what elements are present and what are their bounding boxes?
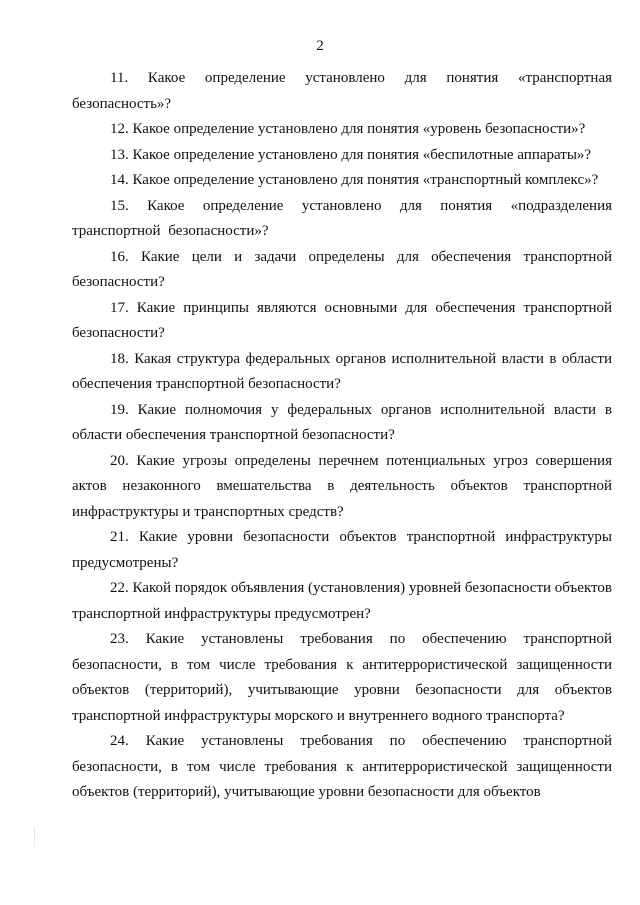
question-21: 21. Какие уровни безопасности объектов транспортной инфраструктуры предусмотрены?: [72, 529, 612, 571]
question-16: 16. Какие цели и задачи определены для обеспечения транспортной безопасности?: [72, 248, 612, 290]
question-22: 22. Какой порядок объявления (установления) уровней безопасности объектов транспортной инфраструктуры предусмотрен?: [72, 580, 612, 622]
question-11: 11. Какое определение установлено для понятия «транспортная безопасность»?: [72, 70, 612, 112]
question-24: 24. Какие установлены требования по обеспечению транспортной безопасности, в том числе требования к антитеррористической защищенности объектов (территорий), учитывающие уровни безопасности для объектов: [72, 733, 612, 800]
question-18: 18. Какая структура федеральных органов исполнительной власти в области обеспечения транспортной безопасности?: [72, 350, 612, 392]
question-12: 12. Какое определение установлено для понятия «уровень безопасности»?: [110, 121, 586, 137]
question-20: 20. Какие угрозы определены перечнем потенциальных угроз совершения актов незаконного вмешательства в деятельность объектов транспортной инфраструктуры и транспортных средств?: [72, 452, 612, 520]
question-list: [72, 66, 612, 806]
question-17: 17. Какие принципы являются основными для обеспечения транспортной безопасности?: [72, 299, 612, 341]
question-13: 13. Какое определение установлено для понятия «беспилотные аппараты»?: [110, 146, 592, 163]
question-15: 15. Какое определение установлено для понятия «подразделения транспортной безопасности»?: [72, 197, 612, 239]
question-23: 23. Какие установлены требования по обеспечению транспортной безопасности, в том числе требования к антитеррористической защищенности объектов (территорий), учитывающие уровни безопасности для объектов транспортной инфраструктуры морского и внутреннего водного транспорта?: [72, 631, 612, 724]
question-19: 19. Какие полномочия у федеральных органов исполнительной власти в области обеспечения транспортной безопасности?: [72, 401, 612, 443]
question-14: 14. Какое определение установлено для понятия «транспортный комплекс»?: [110, 172, 599, 188]
page-number: 2: [316, 38, 324, 54]
scan-artifact: [34, 828, 41, 846]
